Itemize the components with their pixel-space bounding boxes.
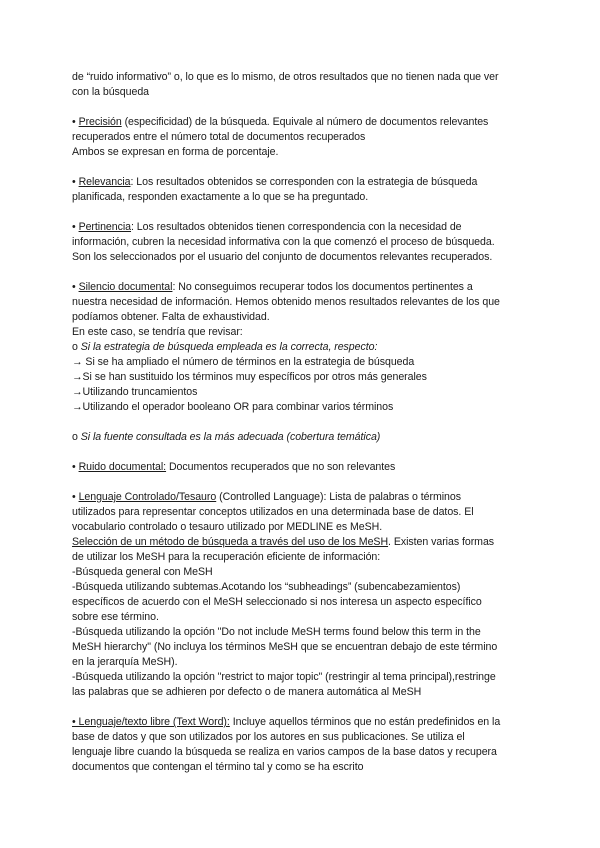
relevancia-text: planificada, responden exactamente a lo que se ha preguntado.	[72, 191, 369, 203]
libre-term: • Lenguaje/texto libre (Text Word):	[72, 716, 230, 728]
relevancia-paragraph	[72, 175, 532, 205]
mesh-line: las palabras que se adhieren por defecto o de manera automática al MeSH	[72, 686, 422, 698]
controlado-term: Lenguaje Controlado/Tesauro	[78, 491, 217, 503]
mesh-line: sobre ese término.	[72, 611, 159, 623]
mesh-line: en la jerarquía MeSH).	[72, 656, 178, 668]
pertinencia-text: información, cubren la necesidad informativa con la que comenzó el proceso de búsqueda.	[72, 236, 495, 248]
seleccion-term: Selección de un método de búsqueda a través del uso de los MeSH	[72, 536, 389, 548]
bullet: •	[72, 281, 79, 293]
ruido-paragraph	[72, 460, 532, 475]
mesh-line: -Búsqueda utilizando subtemas.Acotando los “subheadings” (subencabezamientos)	[72, 581, 461, 593]
ruido-text: Documentos recuperados que no son relevantes	[166, 461, 396, 473]
controlado-text: vocabulario controlado o tesauro utilizado por MEDLINE es MeSH.	[72, 521, 383, 533]
check-marker: o	[72, 431, 81, 443]
mesh-line: específicos de acuerdo con el MeSH seleccionado si nos interesa un aspecto específico	[72, 596, 482, 608]
controlado-text: utilizados para representar conceptos utilizados en una determinada base de datos. El	[72, 506, 474, 518]
libre-text: base de datos y que son utilizados por los autores en sus publicaciones. Se utiliza el	[72, 731, 465, 743]
libre-paragraph	[72, 715, 532, 775]
arrow-item: →Utilizando el operador booleano OR para combinar varios términos	[72, 401, 394, 413]
bullet: •	[72, 221, 79, 233]
intro-line: con la búsqueda	[72, 86, 150, 98]
check-item: Si la estrategia de búsqueda empleada es la correcta, respecto:	[80, 341, 378, 353]
arrow-item: →Si se han sustituido los términos muy específicos por otros más generales	[72, 371, 427, 383]
bullet: •	[72, 461, 79, 473]
pertinencia-text: : Los resultados obtenidos tienen correspondencia con la necesidad de	[131, 221, 462, 233]
precision-text: Ambos se expresan en forma de porcentaje.	[72, 146, 279, 158]
libre-text: lenguaje libre cuando la búsqueda se realiza en varios campos de la base datos y recupera	[72, 746, 497, 758]
check-marker: o	[72, 341, 81, 353]
pertinencia-paragraph	[72, 220, 532, 265]
silencio-text: podíamos obtener. Falta de exhaustividad.	[72, 311, 270, 323]
libre-text: documentos que contengan el término tal y como se ha escrito	[72, 761, 364, 773]
mesh-line: -Búsqueda utilizando la opción "Do not include MeSH terms found below this term in the	[72, 626, 481, 638]
precision-text: (especificidad) de la búsqueda. Equivale al número de documentos relevantes	[121, 116, 489, 128]
relevancia-term: Relevancia	[78, 176, 131, 188]
intro-line: de “ruido informativo” o, lo que es lo mismo, de otros resultados que no tienen nada que ver	[72, 71, 499, 83]
precision-paragraph	[72, 115, 532, 160]
pertinencia-term: Pertinencia	[78, 221, 132, 233]
check-item: Si la fuente consultada es la más adecuada (cobertura temática)	[80, 431, 381, 443]
precision-text: recuperados entre el número total de documentos recuperados	[72, 131, 366, 143]
relevancia-text: : Los resultados obtenidos se corresponden con la estrategia de búsqueda	[130, 176, 478, 188]
silencio-text: nuestra necesidad de información. Hemos obtenido menos resultados relevantes de los que	[72, 296, 500, 308]
silencio-text: En este caso, se tendría que revisar:	[72, 326, 243, 338]
libre-text: Incluye aquellos términos que no están predefinidos en la	[229, 716, 501, 728]
mesh-line: -Búsqueda general con MeSH	[72, 566, 213, 578]
bullet: •	[72, 491, 79, 503]
bullet: •	[72, 116, 79, 128]
arrow-item: → Si se ha ampliado el número de términos en la estrategia de búsqueda	[72, 356, 415, 368]
controlado-paragraph	[72, 490, 532, 700]
precision-term: Precisión	[78, 116, 122, 128]
pertinencia-text: Son los seleccionados por el usuario del conjunto de documentos relevantes recuperados.	[72, 251, 493, 263]
silencio-text: : No conseguimos recuperar todos los documentos pertinentes a	[172, 281, 473, 293]
mesh-line: MeSH hierarchy" (No incluya los términos MeSH que se encuentran debajo de este término	[72, 641, 498, 653]
mesh-line: -Búsqueda utilizando la opción "restrict to major topic" (restringir al tema principal),restringe	[72, 671, 496, 683]
silencio-paragraph	[72, 280, 532, 415]
fuente-check	[72, 430, 532, 445]
seleccion-text: . Existen varias formas	[388, 536, 495, 548]
document-page	[72, 70, 532, 790]
silencio-term: Silencio documental	[78, 281, 173, 293]
controlado-text: de utilizar los MeSH para la recuperación eficiente de información:	[72, 551, 381, 563]
arrow-item: →Utilizando truncamientos	[72, 386, 198, 398]
controlado-text: (Controlled Language): Lista de palabras o términos	[216, 491, 461, 503]
intro-paragraph	[72, 70, 532, 100]
bullet: •	[72, 176, 79, 188]
ruido-term: Ruido documental:	[78, 461, 167, 473]
